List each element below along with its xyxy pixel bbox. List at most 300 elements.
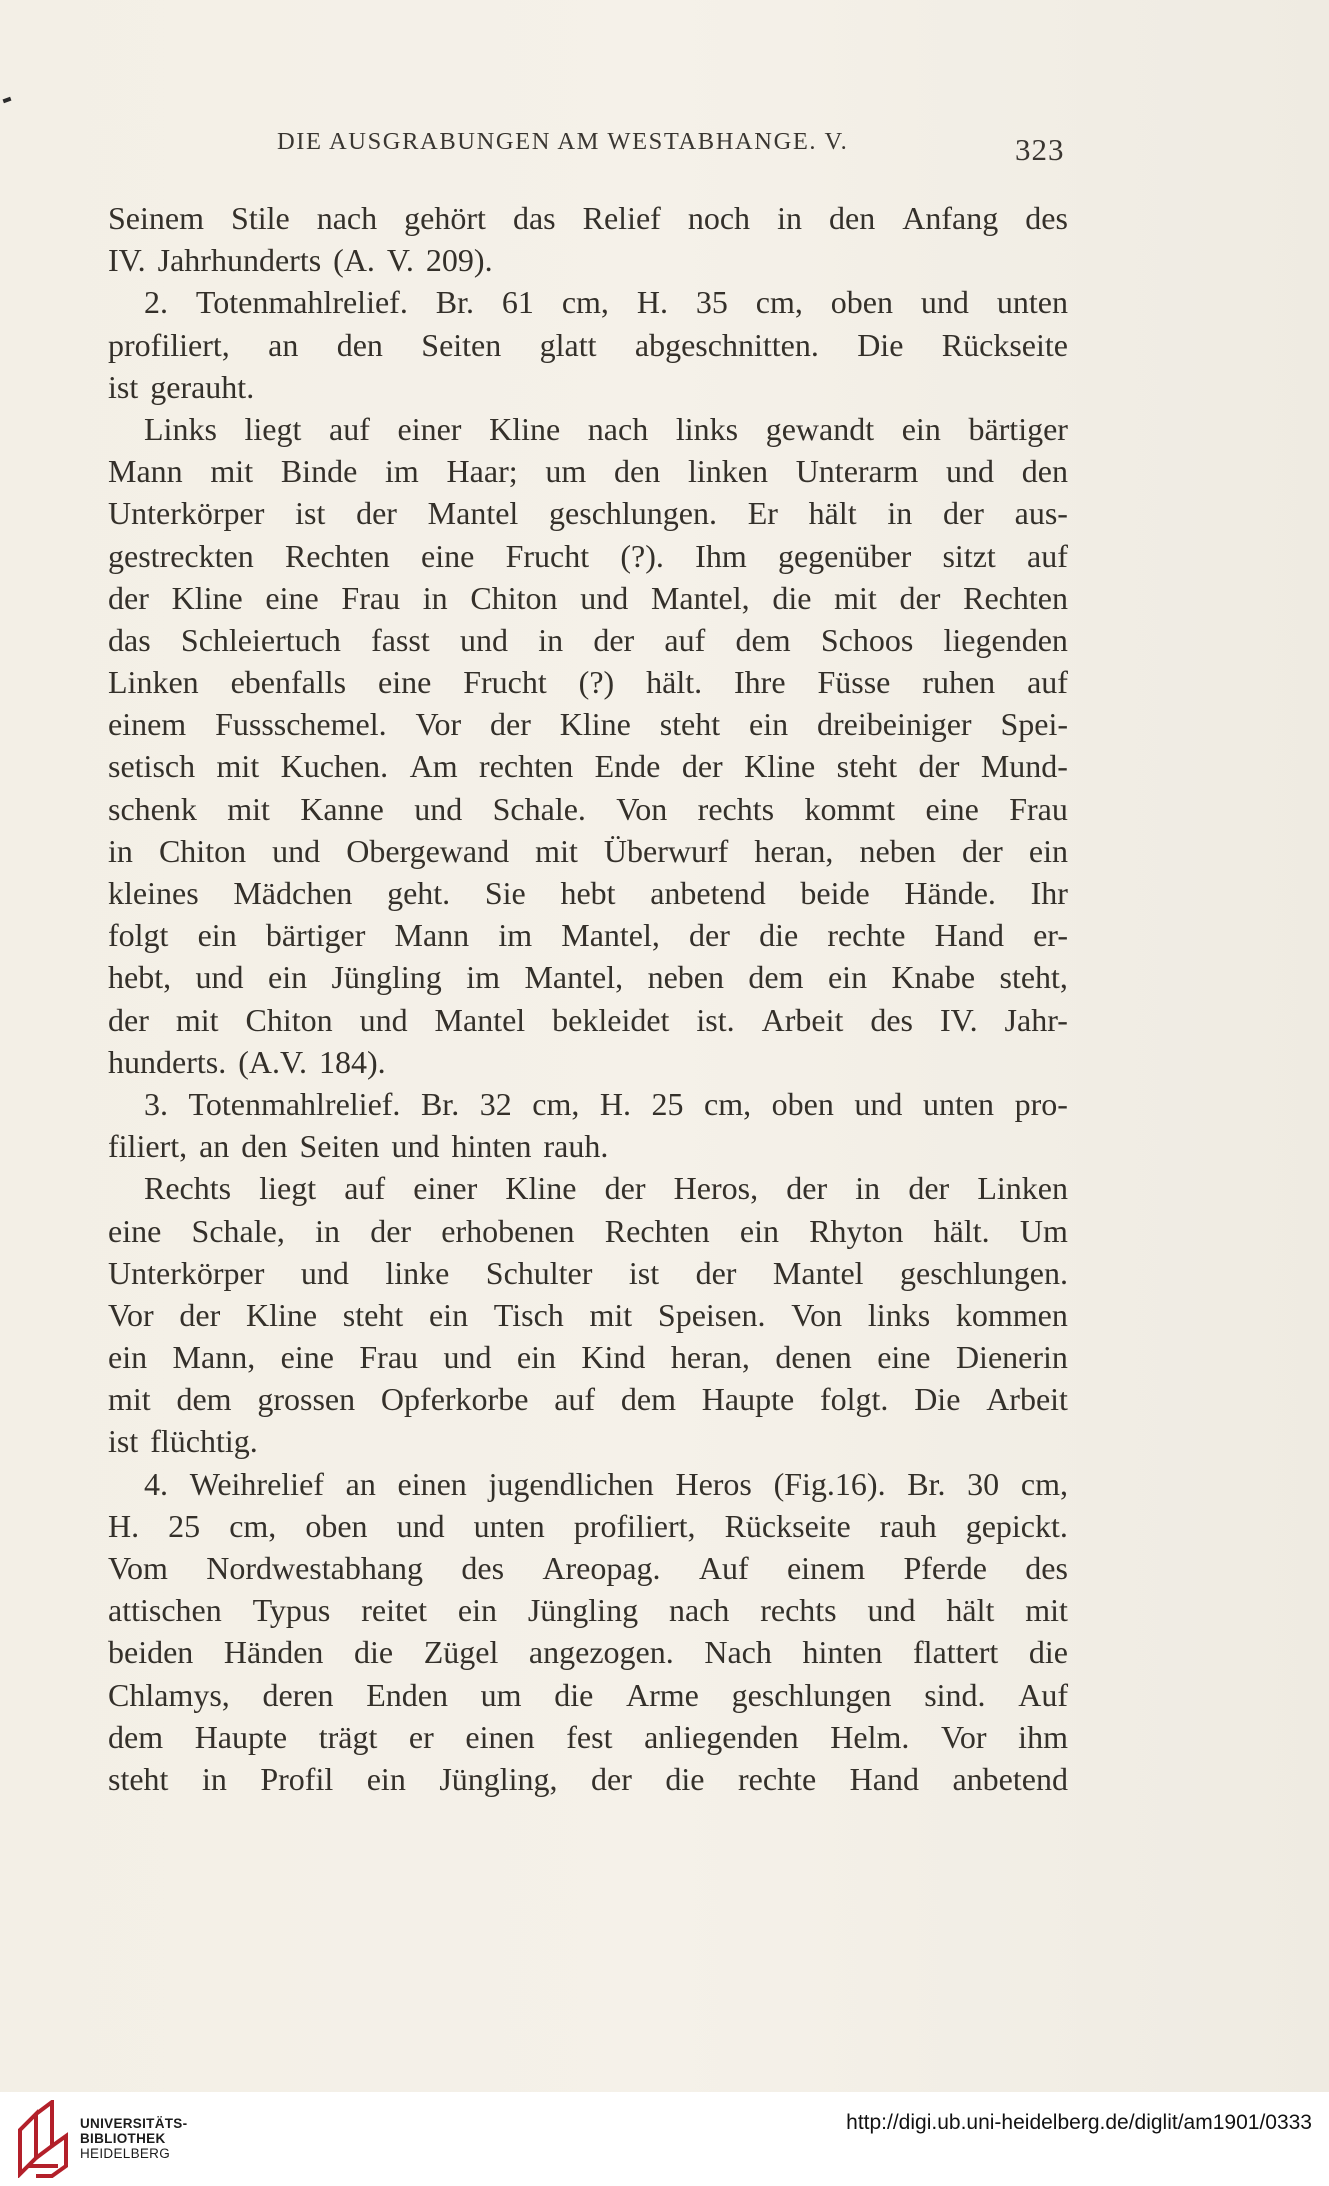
word: Haupte xyxy=(701,1381,795,1418)
word: jugendlichen xyxy=(488,1465,654,1502)
word: des xyxy=(1025,200,1068,236)
word: 25 xyxy=(651,1085,684,1122)
word: ein xyxy=(197,917,237,954)
word: Haupte xyxy=(194,1718,288,1755)
word: Heros xyxy=(675,1465,752,1502)
word: reitet xyxy=(361,1592,427,1629)
word: den xyxy=(336,326,383,363)
word: rechte xyxy=(738,1760,817,1797)
word: 25 xyxy=(168,1507,201,1544)
word: 209). xyxy=(425,242,493,279)
library-logo-icon xyxy=(14,2100,70,2178)
word: Relief xyxy=(582,200,661,236)
word: Profil xyxy=(260,1760,334,1797)
word: rauh xyxy=(879,1507,937,1544)
word: Links xyxy=(144,410,217,447)
word: das xyxy=(512,200,556,236)
word: Sie xyxy=(484,875,526,911)
word: Kline xyxy=(505,1170,577,1207)
word: der xyxy=(899,579,941,616)
text-line xyxy=(108,830,1068,872)
text-line xyxy=(108,239,1068,281)
word: eine xyxy=(265,579,319,616)
word: gerauht. xyxy=(150,368,255,405)
word: hinten xyxy=(802,1634,883,1671)
word: Schoos xyxy=(820,621,914,658)
word: Auf xyxy=(698,1550,749,1586)
word: Schleiertuch xyxy=(180,621,341,658)
word: eine xyxy=(925,790,979,827)
word: Rechten xyxy=(604,1212,710,1249)
word: der xyxy=(591,1760,632,1797)
word: Kline xyxy=(171,579,243,616)
word: attischen xyxy=(108,1592,222,1629)
word: in xyxy=(777,200,802,236)
word: Mantel, xyxy=(524,959,624,996)
word: Mann xyxy=(394,917,470,954)
word: Unterkörper xyxy=(108,1254,265,1291)
word: mit xyxy=(834,579,877,616)
word: rechts xyxy=(697,790,775,827)
word: hebt, xyxy=(108,959,172,996)
word: rechts xyxy=(760,1592,837,1629)
word: H. xyxy=(599,1085,631,1122)
word: Kline xyxy=(245,1296,318,1333)
word: steht xyxy=(836,748,898,785)
word: der xyxy=(108,579,149,616)
word: (A. xyxy=(333,242,375,279)
word: unten xyxy=(996,284,1068,321)
word: dem xyxy=(620,1381,676,1418)
word: in xyxy=(108,832,133,869)
word: Br. xyxy=(435,284,474,321)
word: in xyxy=(422,579,448,616)
word: beide xyxy=(800,875,870,911)
word: Frucht xyxy=(463,664,547,701)
word: ein xyxy=(457,1592,497,1629)
word: auf xyxy=(1027,664,1068,701)
word: 2. xyxy=(144,284,168,321)
page-number: 323 xyxy=(1015,132,1065,167)
word: H. xyxy=(108,1507,140,1544)
text-line xyxy=(108,1589,1068,1631)
word: glatt xyxy=(539,326,597,363)
word: Die xyxy=(914,1381,961,1418)
word: Mund- xyxy=(980,748,1068,785)
word: Mantel xyxy=(427,495,519,532)
text-line xyxy=(108,1378,1068,1420)
word: Frau xyxy=(341,579,401,616)
word: linke xyxy=(385,1254,450,1291)
word: links xyxy=(867,1296,931,1333)
word: 32 xyxy=(479,1085,512,1122)
word: Am xyxy=(409,748,458,785)
word: cm, xyxy=(755,284,803,321)
word: abgeschnitten. xyxy=(634,326,819,363)
word: Arme xyxy=(626,1676,699,1713)
word: Rechten xyxy=(963,579,1068,616)
library-logo-text xyxy=(80,2116,187,2161)
word: oben xyxy=(305,1507,368,1544)
word: aus- xyxy=(1014,495,1068,532)
word: Rückseite xyxy=(941,326,1068,363)
text-line xyxy=(108,788,1068,830)
word: Um xyxy=(1019,1212,1068,1249)
text-line xyxy=(108,1252,1068,1294)
word: sitzt xyxy=(942,537,996,574)
word: ein xyxy=(901,410,941,447)
word: Seiten xyxy=(299,1128,380,1165)
word: Nordwestabhang xyxy=(206,1550,424,1586)
word: Von xyxy=(791,1296,843,1333)
word: bekleidet xyxy=(552,1001,670,1038)
text-line xyxy=(108,703,1068,745)
text-line xyxy=(108,1758,1068,1800)
word: Areopag. xyxy=(542,1550,661,1586)
word: gegenüber xyxy=(777,537,912,574)
word: geschlungen. xyxy=(900,1254,1068,1291)
word: gehört xyxy=(404,200,486,236)
word: Rechts xyxy=(144,1170,232,1207)
word: Chiton xyxy=(245,1001,333,1038)
word: der xyxy=(689,917,730,954)
word: Tisch xyxy=(493,1296,564,1333)
word: rechten xyxy=(479,748,574,785)
word: im xyxy=(385,453,419,490)
word: Linken xyxy=(108,664,199,701)
word: bärtiger xyxy=(968,410,1068,447)
word: ein xyxy=(366,1760,406,1797)
word: Kline xyxy=(559,706,631,743)
word: Er xyxy=(747,495,778,532)
text-line xyxy=(108,1547,1068,1589)
text-line xyxy=(108,197,1068,239)
word: fasst xyxy=(371,621,430,658)
word: Unterarm xyxy=(795,453,919,490)
word: Opferkorbe xyxy=(380,1381,529,1418)
word: (A.V. xyxy=(238,1043,307,1080)
word: ist. xyxy=(696,1001,735,1038)
word: ein xyxy=(1028,832,1068,869)
word: hält xyxy=(946,1592,995,1629)
word: Kind xyxy=(581,1339,646,1376)
word: die xyxy=(354,1634,394,1671)
word: Rhyton xyxy=(809,1212,904,1249)
word: heran, xyxy=(754,832,834,869)
word: Typus xyxy=(252,1592,331,1629)
word: trägt xyxy=(318,1718,378,1755)
word: und xyxy=(359,1001,408,1038)
text-line xyxy=(108,956,1068,998)
word: setisch xyxy=(108,748,196,785)
word: Linken xyxy=(977,1170,1068,1207)
word: Hand xyxy=(849,1760,919,1797)
word: Ende xyxy=(594,748,661,785)
word: den xyxy=(614,453,661,490)
word: ebenfalls xyxy=(230,664,347,701)
word: des xyxy=(461,1550,505,1586)
word: einen xyxy=(465,1718,535,1755)
word: der xyxy=(918,748,960,785)
word: cm, xyxy=(561,284,609,321)
word: und xyxy=(580,579,629,616)
word: und xyxy=(443,1339,492,1376)
text-line xyxy=(108,999,1068,1041)
word: an xyxy=(345,1465,376,1502)
text-line xyxy=(108,1505,1068,1547)
word: Nach xyxy=(704,1634,772,1671)
word: und xyxy=(272,832,321,869)
word: Br. xyxy=(420,1085,460,1122)
word: den xyxy=(241,1128,288,1165)
word: Mantel, xyxy=(561,917,660,954)
word: des xyxy=(870,1001,913,1038)
word: ein xyxy=(827,959,868,996)
word: und xyxy=(396,1507,445,1544)
word: und xyxy=(195,959,244,996)
word: einen xyxy=(397,1465,467,1502)
word: Br. xyxy=(907,1465,946,1502)
word: mit xyxy=(210,453,254,490)
word: Mantel, xyxy=(650,579,750,616)
word: der xyxy=(943,495,984,532)
word: Schulter xyxy=(485,1254,593,1291)
word: Von xyxy=(616,790,668,827)
word: cm, xyxy=(532,1085,580,1122)
word: Weihrelief xyxy=(189,1465,324,1502)
word: Jahrhunderts xyxy=(157,242,322,279)
running-head: DIE AUSGRABUNGEN AM WESTABHANGE. V. xyxy=(277,128,849,155)
word: gepickt. xyxy=(965,1507,1068,1544)
word: steht, xyxy=(999,959,1068,996)
word: Kline xyxy=(744,748,816,785)
word: Hand xyxy=(934,917,1004,954)
word: 4. xyxy=(144,1465,168,1502)
word: ist xyxy=(628,1254,660,1291)
word: der xyxy=(786,1170,828,1207)
word: Mann, xyxy=(172,1339,256,1376)
word: flattert xyxy=(913,1634,999,1671)
word: IV. xyxy=(939,1001,978,1038)
word: erhobenen xyxy=(441,1212,575,1249)
word: Rückseite xyxy=(724,1507,851,1544)
word: anliegenden xyxy=(644,1718,799,1755)
source-url-link[interactable]: http://digi.ub.uni-heidelberg.de/diglit/am1901/0333 xyxy=(846,2111,1312,2134)
word: gestreckten xyxy=(108,537,254,574)
word: der xyxy=(695,1254,737,1291)
word: Unterkörper xyxy=(108,495,265,532)
text-line xyxy=(108,577,1068,619)
word: Enden xyxy=(366,1676,448,1713)
word: steht xyxy=(342,1296,404,1333)
word: links xyxy=(675,410,739,447)
word: Frau xyxy=(1009,790,1068,827)
word: die xyxy=(665,1760,705,1797)
word: der xyxy=(370,1212,412,1249)
word: die xyxy=(759,917,799,954)
word: den xyxy=(829,200,876,236)
word: angezogen. xyxy=(528,1634,674,1671)
word: V. xyxy=(386,242,414,279)
word: dem xyxy=(108,1718,164,1755)
word: ein xyxy=(739,1212,779,1249)
text-line xyxy=(108,1631,1068,1673)
word: Mann xyxy=(108,453,183,490)
word: mit xyxy=(108,1381,151,1418)
word: profiliert, xyxy=(108,326,230,363)
text-line xyxy=(108,1674,1068,1716)
logo-line: BIBLIOTHEK xyxy=(80,2131,166,2146)
word: Binde xyxy=(280,453,358,490)
word: mit xyxy=(216,748,260,785)
word: Vor xyxy=(108,1296,154,1333)
word: der xyxy=(604,1170,646,1207)
text-line xyxy=(108,1041,1068,1083)
word: Chiton xyxy=(470,579,558,616)
word: Seinem xyxy=(108,200,204,236)
word: und xyxy=(414,790,463,827)
word: (Fig.16). xyxy=(773,1465,886,1502)
word: den xyxy=(1021,453,1068,490)
word: der xyxy=(108,1001,149,1038)
word: die xyxy=(1028,1634,1068,1671)
word: Chlamys, xyxy=(108,1676,230,1713)
word: einer xyxy=(397,410,462,447)
word: Ihm xyxy=(695,537,747,574)
word: unten xyxy=(922,1085,995,1122)
logo-line: UNIVERSITÄTS- xyxy=(80,2116,188,2131)
word: flüchtig. xyxy=(150,1423,258,1460)
word: grossen xyxy=(257,1381,356,1418)
word: anbetend xyxy=(650,875,766,911)
word: das xyxy=(108,621,151,658)
word: Spei- xyxy=(1000,706,1068,743)
word: er- xyxy=(1033,917,1068,954)
word: filiert, xyxy=(108,1128,188,1165)
text-line xyxy=(108,1716,1068,1758)
word: steht xyxy=(659,706,721,743)
word: folgt. xyxy=(819,1381,889,1418)
word: Vom xyxy=(108,1550,168,1586)
body-text xyxy=(108,197,1068,1800)
word: an xyxy=(268,326,299,363)
word: die xyxy=(772,579,812,616)
word: im xyxy=(466,959,501,996)
word: Die xyxy=(857,326,904,363)
word: ein xyxy=(108,1339,148,1376)
word: Zügel xyxy=(423,1634,499,1671)
text-line xyxy=(108,450,1068,492)
word: Pferde xyxy=(903,1550,987,1586)
word: Kuchen. xyxy=(280,748,389,785)
word: Ihre xyxy=(734,664,786,701)
word: mit xyxy=(535,832,578,869)
word: eine xyxy=(877,1339,931,1376)
word: der xyxy=(593,621,635,658)
word: auf xyxy=(554,1381,596,1418)
word: mit xyxy=(589,1296,633,1333)
word: kommt xyxy=(804,790,896,827)
text-line xyxy=(108,1167,1068,1209)
word: an xyxy=(199,1128,230,1165)
word: der xyxy=(908,1170,950,1207)
word: in xyxy=(538,621,564,658)
word: dreibeiniger xyxy=(816,706,972,743)
text-line xyxy=(108,535,1068,577)
word: hinten xyxy=(451,1128,532,1165)
word: er xyxy=(408,1718,434,1755)
text-line xyxy=(108,1294,1068,1336)
word: Überwurf xyxy=(603,832,729,869)
word: Heros, xyxy=(673,1170,759,1207)
text-line xyxy=(108,324,1068,366)
word: nach xyxy=(668,1592,730,1629)
text-line xyxy=(108,745,1068,787)
word: beiden xyxy=(108,1634,194,1671)
word: Arbeit xyxy=(986,1381,1068,1418)
word: in xyxy=(315,1212,340,1249)
word: der xyxy=(490,706,531,743)
word: hält. xyxy=(646,664,703,701)
word: Knabe xyxy=(891,959,976,996)
text-line xyxy=(108,661,1068,703)
word: Kline xyxy=(489,410,561,447)
word: eine xyxy=(421,537,475,574)
word: ein xyxy=(749,706,789,743)
word: ist xyxy=(295,495,326,532)
word: liegt xyxy=(259,1170,317,1207)
word: eine xyxy=(108,1212,162,1249)
word: sind. xyxy=(924,1676,986,1713)
word: anbetend xyxy=(952,1760,1068,1797)
word: um xyxy=(480,1676,522,1713)
word: schenk xyxy=(108,790,197,827)
word: cm, xyxy=(704,1085,752,1122)
word: und xyxy=(459,621,508,658)
word: und xyxy=(391,1128,440,1165)
text-line xyxy=(108,1420,1068,1462)
text-line xyxy=(108,366,1068,408)
word: mit xyxy=(227,790,270,827)
word: neben xyxy=(647,959,724,996)
word: 30 xyxy=(967,1465,1000,1502)
word: IV. xyxy=(108,242,146,279)
word: fest xyxy=(566,1718,613,1755)
word: und xyxy=(854,1085,903,1122)
word: Dienerin xyxy=(955,1339,1068,1376)
word: rauh. xyxy=(543,1128,609,1165)
word: 35 xyxy=(695,284,728,321)
word: auf xyxy=(664,621,706,658)
word: um xyxy=(545,453,587,490)
word: unten xyxy=(473,1507,545,1544)
word: mit xyxy=(1025,1592,1068,1629)
word: kleines xyxy=(108,875,199,911)
word: mit xyxy=(175,1001,219,1038)
word: ein xyxy=(428,1296,469,1333)
word: Ihr xyxy=(1030,875,1068,911)
text-line xyxy=(108,1210,1068,1252)
word: die xyxy=(554,1676,594,1713)
word: Hände. xyxy=(904,875,996,911)
word: rechte xyxy=(827,917,906,954)
word: dem xyxy=(748,959,804,996)
word: Totenmahlrelief. xyxy=(195,284,408,321)
word: (?) xyxy=(578,664,615,701)
word: ein xyxy=(268,959,308,996)
word: pro- xyxy=(1014,1085,1068,1122)
word: Vor xyxy=(415,706,462,743)
